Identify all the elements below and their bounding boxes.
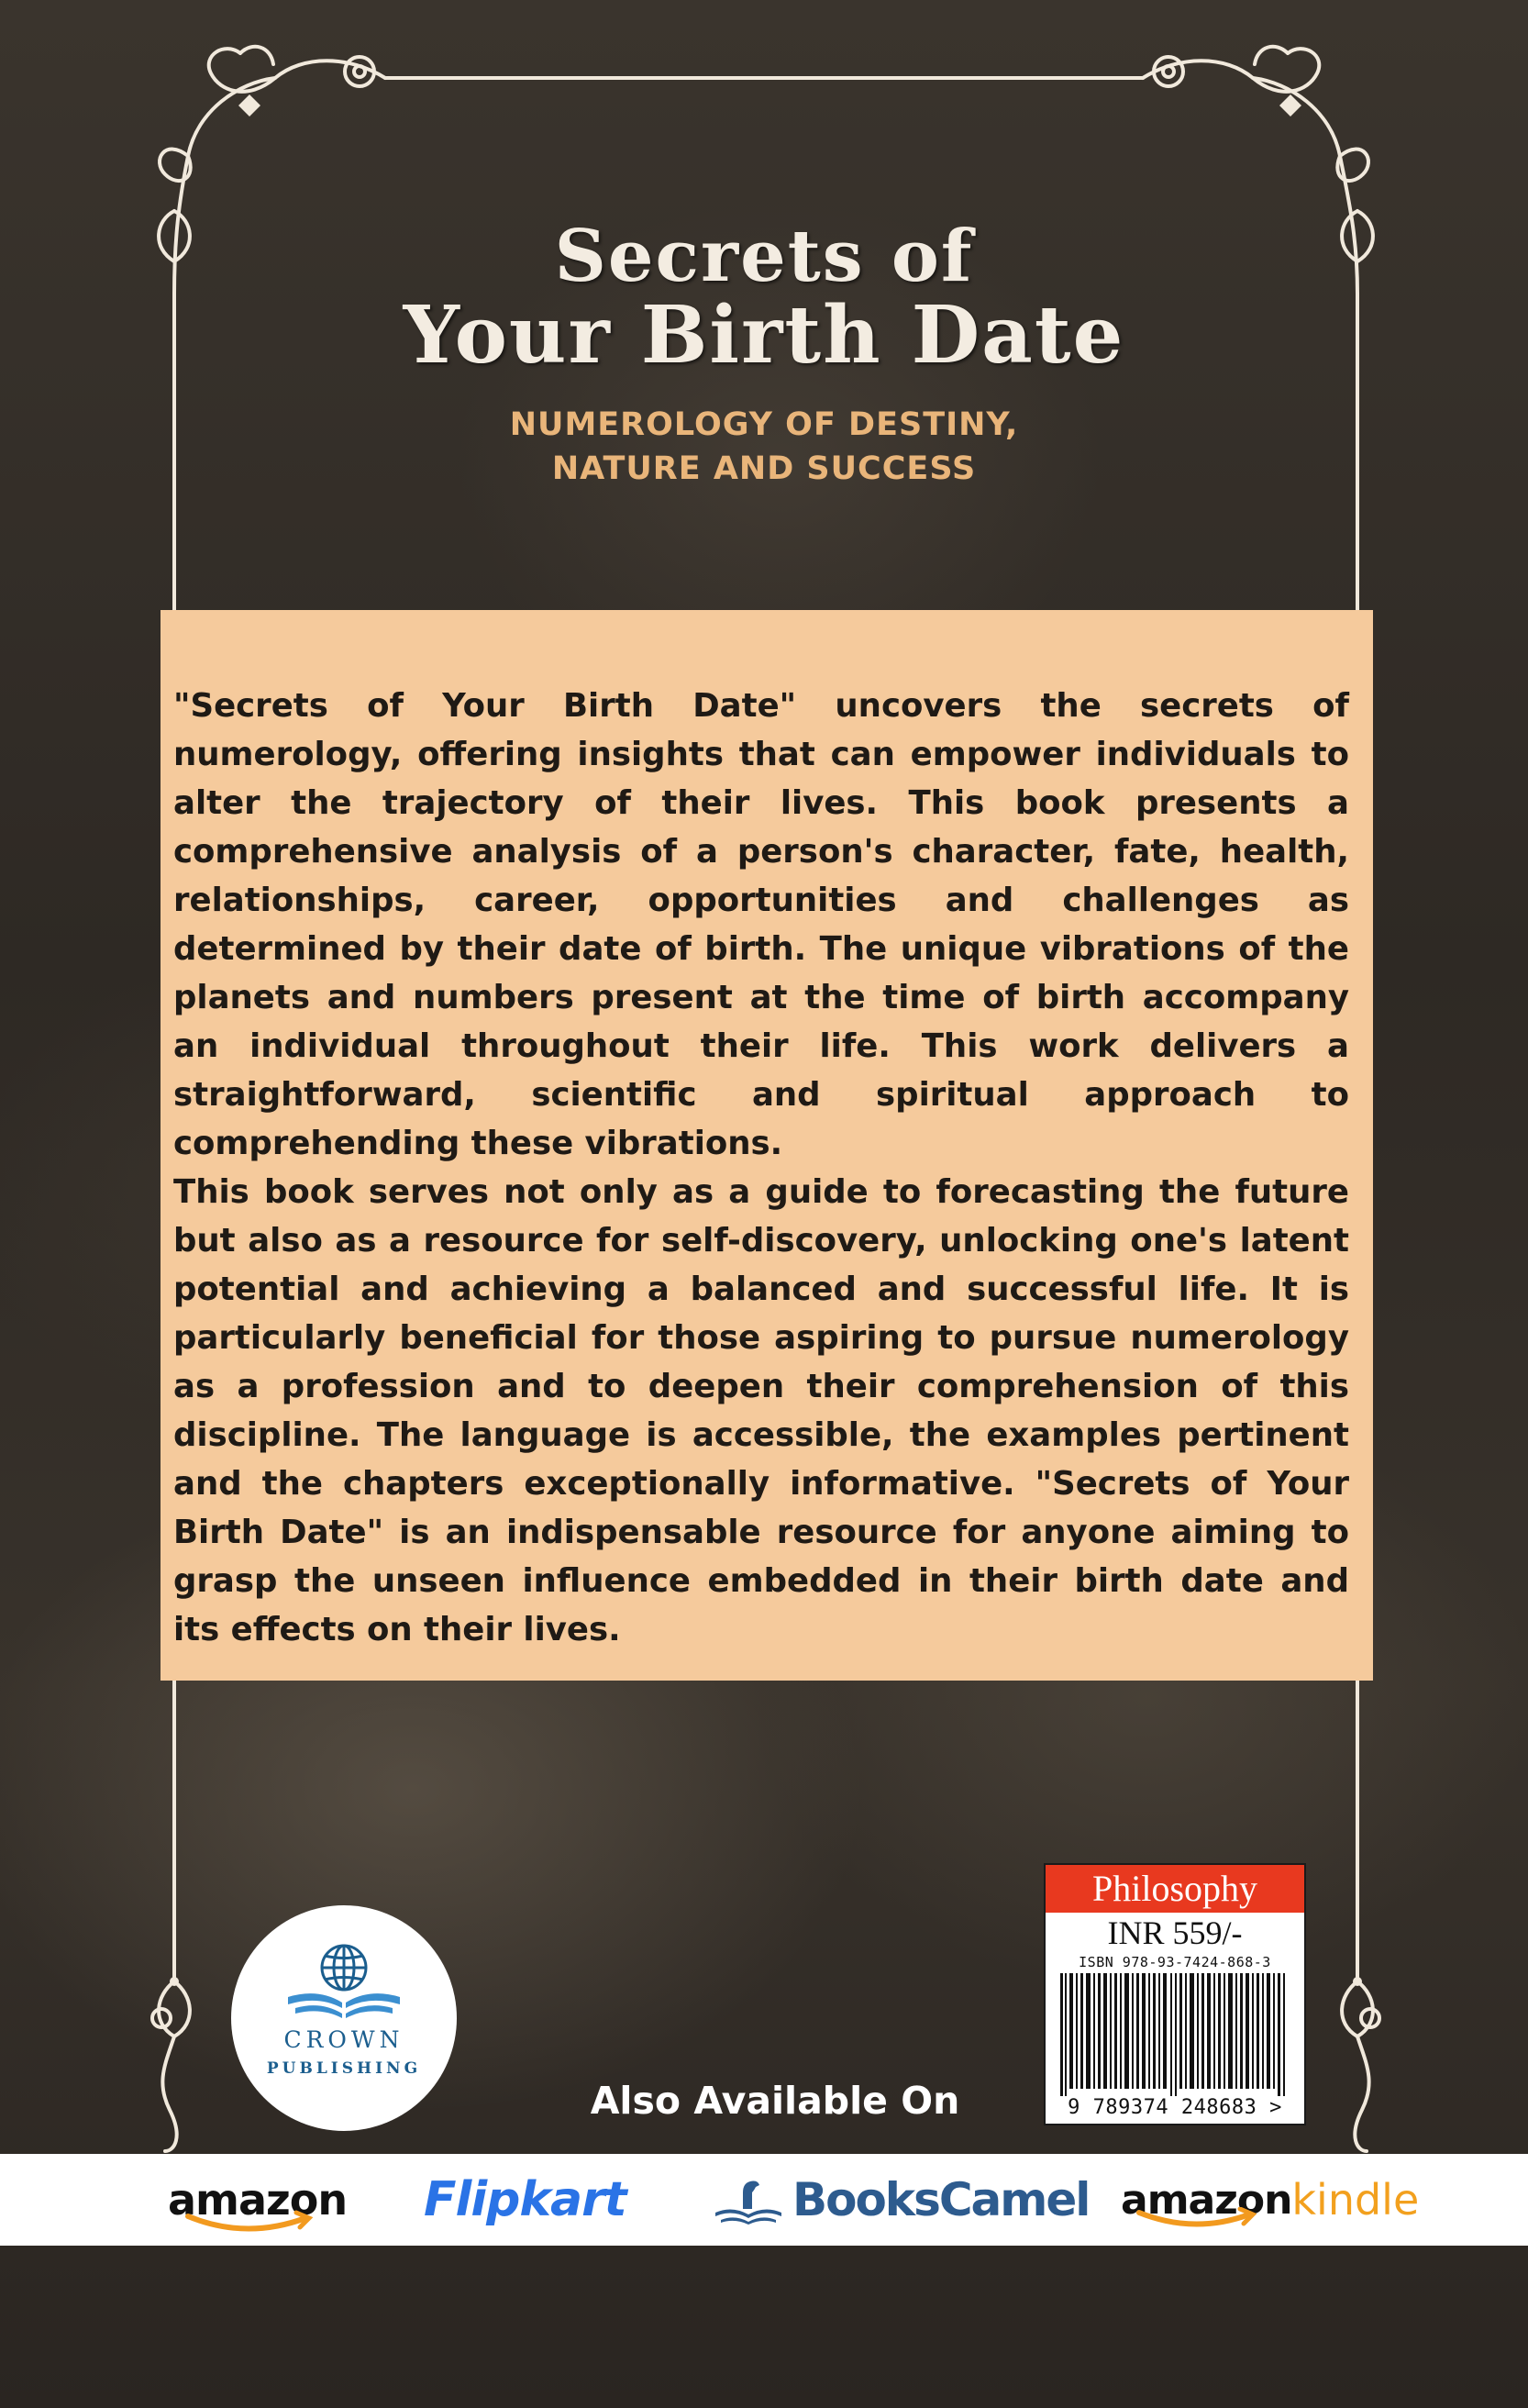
title-block: [305, 215, 1223, 491]
kindle-smile-icon: [1121, 2207, 1304, 2244]
barcode-digits: 9 789374 248683 >: [1068, 2096, 1282, 2119]
amazon-smile-icon: [168, 2209, 351, 2246]
book-subtitle: [305, 403, 1223, 491]
also-available-heading: Also Available On: [590, 2079, 960, 2123]
blurb-panel: [161, 610, 1373, 1681]
title-line-2: Your Birth Date: [403, 288, 1125, 382]
blurb-paragraph-2: This book serves not only as a guide to forecasting the future but also as a resource for self-discovery, unlocking one's latent potential and achieving a balanced and successful life. It is particularly beneficial for those aspiring to pursue numerology as a profession and to deepen their comprehension of this discipline. The language is accessible, the examples pertinent and the chapters exceptionally informative. "Secrets of Your Birth Date" is an indispensable resource for anyone aiming to grasp the unseen influence embedded in their birth date and its effects on their lives.: [173, 1173, 1349, 1648]
globe-book-icon: [231, 1905, 457, 2131]
flipkart-wordmark: Flipkart: [424, 2172, 626, 2227]
flipkart-logo: [424, 2154, 626, 2246]
publisher-logo: [231, 1905, 457, 2131]
publisher-tagline: PUBLISHING: [266, 2059, 422, 2078]
title-line-1: Secrets of: [554, 215, 974, 298]
book-title: [305, 215, 1223, 382]
bookscamel-logo: [712, 2154, 1089, 2246]
bookscamel-wordmark: BooksCamel: [792, 2173, 1090, 2226]
subtitle-line-2: NATURE AND SUCCESS: [551, 450, 977, 488]
isbn-label: ISBN 978-93-7424-868-3: [1079, 1954, 1271, 1970]
blurb-paragraph-1: "Secrets of Your Birth Date" uncovers the secrets of numerology, offering insights that can empower individuals to alter the trajectory of their lives. This book presents a comprehensive analysis of a person's character, fate, health, relationships, career, opportunities and challenges as determined by their date of birth. The unique vibrations of the planets and numbers present at the time of birth accompany an individual throughout their life. This work delivers a straightforward, scientific and spiritual approach to comprehending these vibrations.: [173, 687, 1349, 1162]
kindle-amazon-wordmark: amazon: [1121, 2176, 1292, 2224]
subtitle-line-1: NUMEROLOGY OF DESTINY,: [509, 406, 1019, 444]
camel-book-icon: [712, 2172, 785, 2227]
amazon-logo: [168, 2154, 347, 2246]
category-label: Philosophy: [1046, 1865, 1304, 1913]
amazon-wordmark: amazon: [168, 2175, 348, 2225]
kindle-wordmark: kindle: [1291, 2175, 1420, 2225]
barcode-panel: [1044, 1863, 1306, 2125]
publisher-name: CROWN: [283, 2026, 404, 2053]
store-logos-strip: [0, 2154, 1528, 2246]
barcode-bars: [1057, 1973, 1293, 2096]
amazon-kindle-logo: [1121, 2154, 1419, 2246]
price-label: INR 559/-: [1107, 1914, 1243, 1951]
